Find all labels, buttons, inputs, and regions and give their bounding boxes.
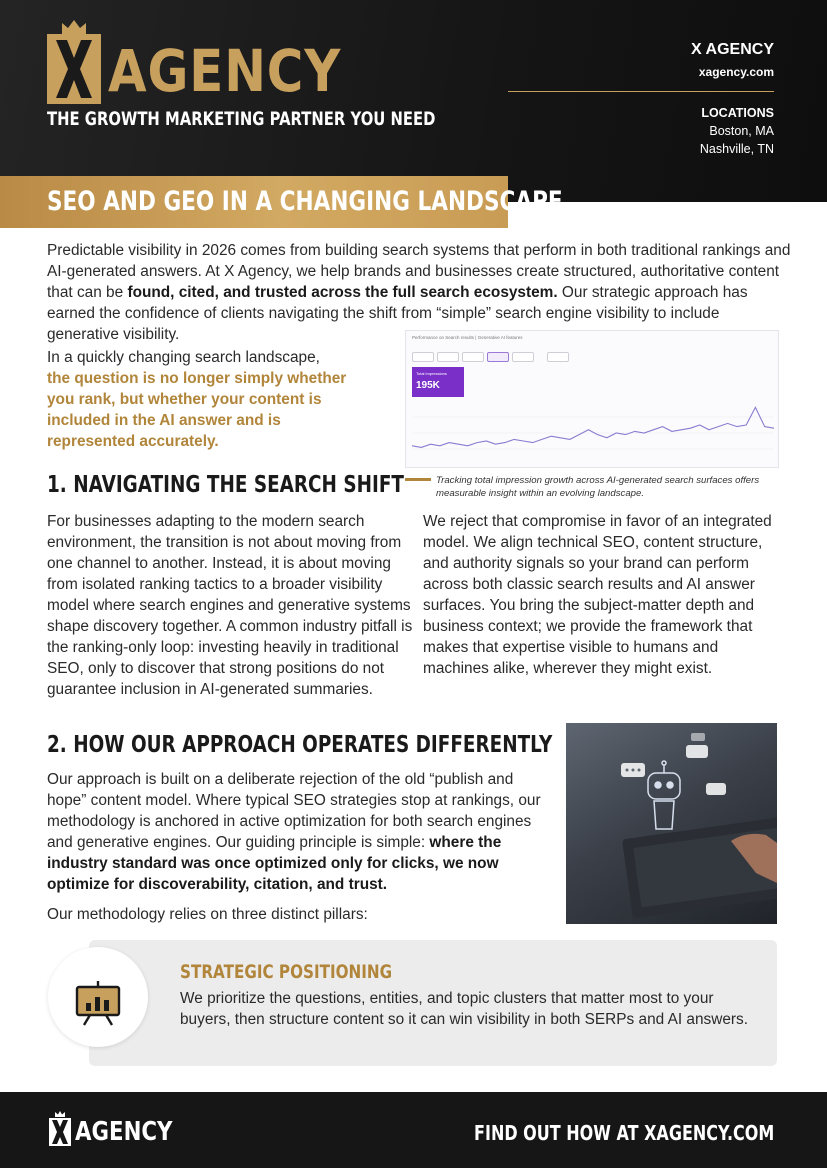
footer-logo-wordmark: AGENCY: [75, 1117, 173, 1147]
locations-label: LOCATIONS: [701, 106, 774, 120]
company-name: X AGENCY: [691, 41, 774, 58]
intro-text-end: Our strategic approach has earned the confidence of clients navigating the shift from “simple” search engine visibility to include generative visibility.: [47, 284, 748, 343]
header-contact: [691, 41, 774, 79]
title-banner: [0, 176, 563, 228]
logo-wordmark: AGENCY: [108, 37, 342, 105]
section-1-left-column: For businesses adapting to the modern search environment, the transition is not about moving from one channel to another. Instead, it is about moving from isolated ranking tactics to a broader visibility model where search engines and generative systems shape discovery together. A common industry pitfall is the ranking-only loop: investing heavily in traditional SEO, only to discover that strong positions do not guarantee inclusion in AI-generated summaries.: [47, 513, 413, 698]
ai-robot-laptop-image: [566, 723, 777, 924]
section-1-right-column: We reject that compromise in favor of an integrated model. We align technical SEO, content structure, and authority signals so your brand can perform across both classic search results and AI answer surfaces. You bring the subject-matter depth and business context; we provide the framework that makes that expertise visible to humans and machines alike, wherever they might exist.: [423, 513, 772, 677]
screenshot-filters: [412, 349, 572, 367]
footer-cta-link[interactable]: FIND OUT HOW AT XAGENCY.COM: [473, 1121, 774, 1145]
filter-chip: [512, 352, 534, 362]
screenshot-header: Performance on Search results | Generative AI features: [412, 335, 523, 340]
filter-chip: [437, 352, 459, 362]
intro-bold: found, cited, and trusted across the full search ecosystem.: [127, 284, 558, 301]
quick-paragraph: [47, 347, 347, 452]
quick-highlight: the question is no longer simply whether you rank, but whether your content is included in the AI answer and is represented accurately.: [47, 370, 347, 450]
approach-bold: where the industry standard was once optimized only for clicks, we now optimize for discoverability, citation, and trust.: [47, 834, 502, 893]
header-divider: [508, 91, 774, 92]
footer-crown-icon: [54, 1110, 66, 1118]
filter-chip: [412, 352, 434, 362]
filter-chip: [487, 352, 509, 362]
quick-text: In a quickly changing search landscape,: [47, 349, 320, 366]
pillar-body: We prioritize the questions, entities, and topic clusters that matter most to your buyers, then structure content so it can win visibility in both SERPs and AI answers.: [180, 990, 749, 1028]
footer-x-logo-mark: [49, 1118, 71, 1146]
pillars-intro: Our methodology relies on three distinct pillars:: [47, 906, 368, 923]
performance-screenshot: [405, 330, 779, 468]
pillar-title: STRATEGIC POSITIONING: [180, 961, 393, 983]
location-item: Nashville, TN: [699, 142, 774, 156]
image-caption: Tracking total impression growth across AI-generated search surfaces offers measurable insight within an evolving landscape.: [436, 475, 760, 499]
website-link[interactable]: xagency.com: [698, 65, 774, 79]
caption-accent: [405, 478, 431, 481]
section-2-heading: 2. HOW OUR APPROACH OPERATES DIFFERENTLY: [47, 732, 553, 758]
x-logo-mark: [47, 34, 101, 104]
approach-text: Our approach is built on a deliberate rejection of the old “publish and hope” content model. Where typical SEO strategies stop at rankings, our methodology is anchored in active optimization for both search engines and generative engines. Our guiding principle is simple:: [47, 771, 541, 851]
impressions-value: 195K: [416, 380, 440, 391]
impressions-label: Total impressions: [416, 371, 447, 376]
tagline: THE GROWTH MARKETING PARTNER YOU NEED: [47, 108, 436, 130]
presentation-chart-icon: [72, 977, 124, 1029]
filter-chip: [547, 352, 569, 362]
section-1-heading: 1. NAVIGATING THE SEARCH SHIFT: [47, 472, 404, 498]
filter-chip: [462, 352, 484, 362]
page-title: SEO AND GEO IN A CHANGING LANDSCAPE: [47, 186, 563, 217]
trend-line: [412, 407, 774, 447]
section-2-paragraph: [47, 769, 547, 895]
location-item: Boston, MA: [709, 124, 774, 138]
intro-text: Predictable visibility in 2026 comes from building search systems that perform in both traditional rankings and AI-generated answers. At X Agency, we help brands and businesses create structured, authoritative content that can be: [47, 242, 791, 301]
locations: [700, 104, 774, 158]
impressions-trend-chart: [412, 401, 774, 465]
impressions-card: [412, 367, 464, 397]
